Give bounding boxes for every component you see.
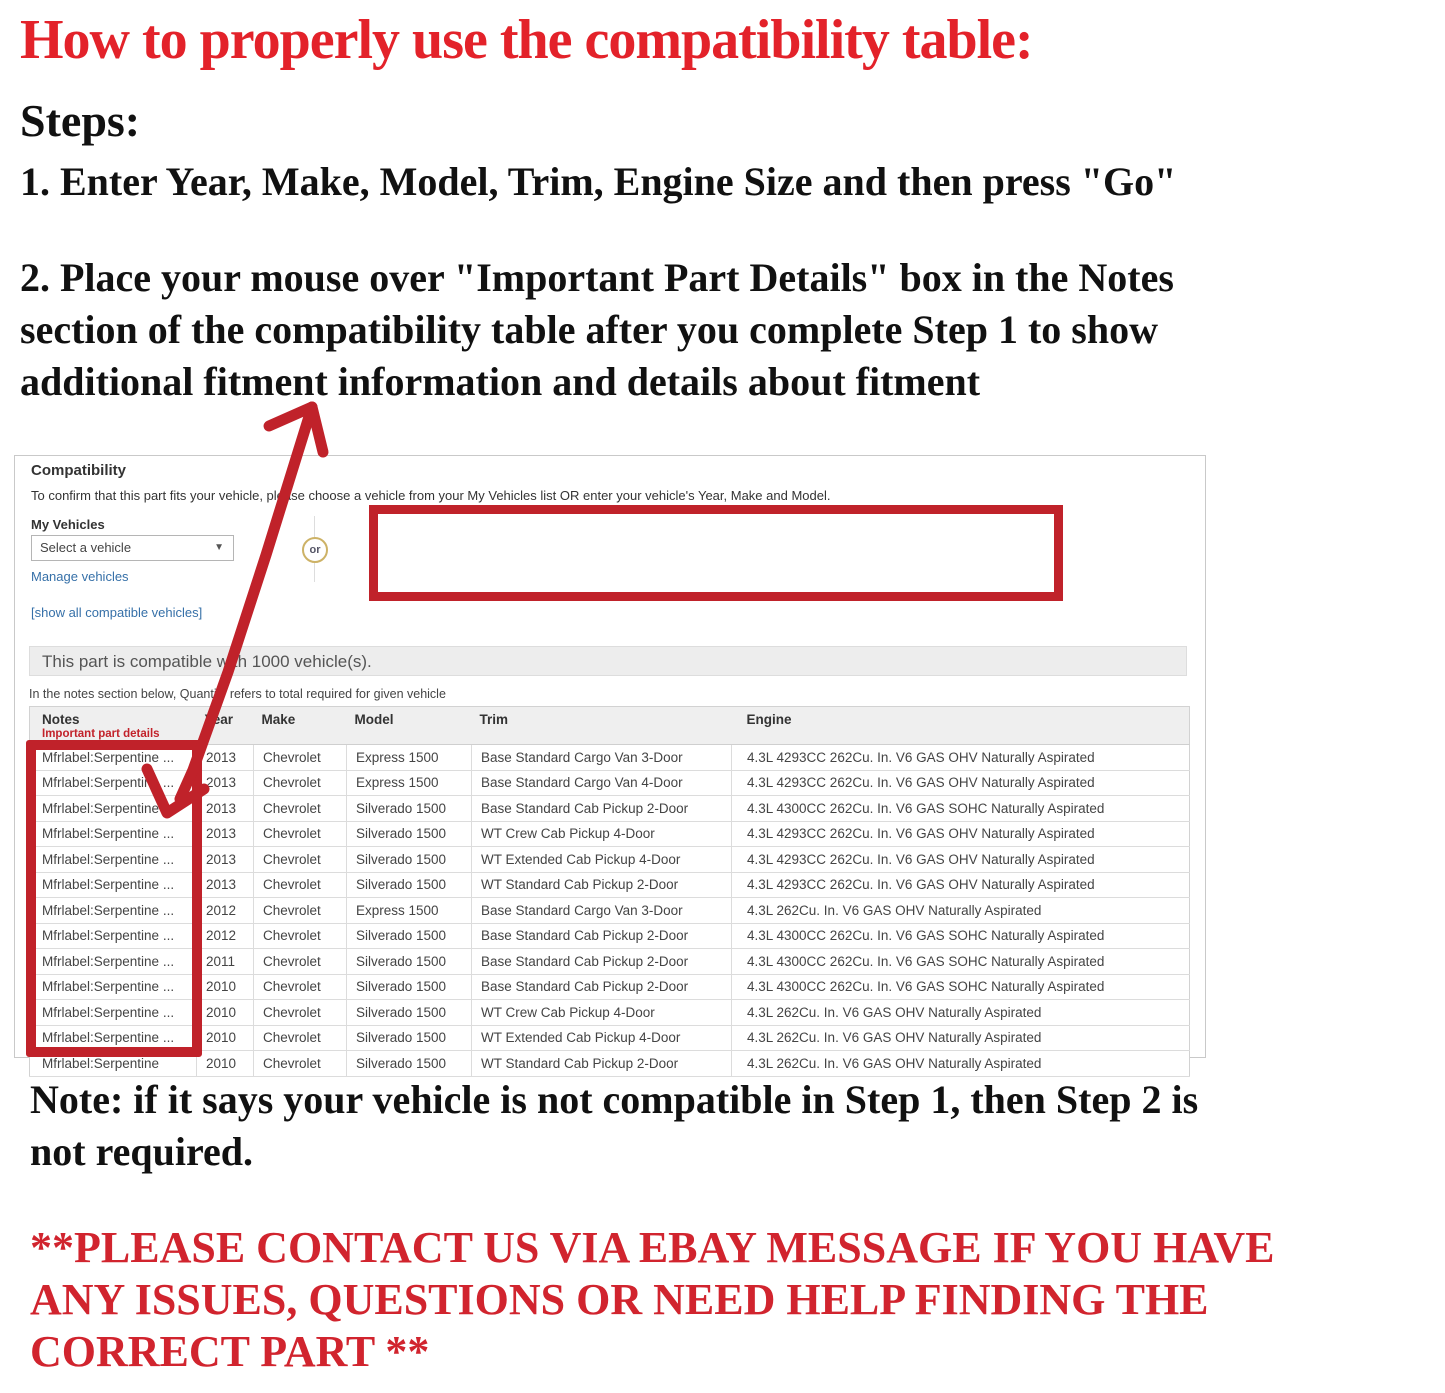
table-row xyxy=(30,898,1190,924)
cell-engine: 4.3L 262Cu. In. V6 GAS OHV Naturally Aspirated xyxy=(732,898,1190,924)
cell-notes[interactable]: Mfrlabel:Serpentine xyxy=(30,1051,197,1077)
cell-notes[interactable]: Mfrlabel:Serpentine ... xyxy=(30,745,197,771)
cell-year: 2013 xyxy=(197,847,254,873)
compatibility-panel xyxy=(14,455,1206,1071)
table-row xyxy=(30,1051,1190,1077)
my-vehicles-label: My Vehicles xyxy=(31,517,105,532)
finder-highlight-red-box xyxy=(369,505,1063,601)
cell-engine: 4.3L 262Cu. In. V6 GAS OHV Naturally Aspirated xyxy=(732,1051,1190,1077)
cell-trim: WT Standard Cab Pickup 2-Door xyxy=(472,872,732,898)
cell-notes[interactable]: Mfrlabel:Serpentine ... xyxy=(30,796,197,822)
table-row xyxy=(30,745,1190,771)
cell-trim: WT Extended Cab Pickup 4-Door xyxy=(472,847,732,873)
cell-trim: WT Standard Cab Pickup 2-Door xyxy=(472,1051,732,1077)
cell-make: Chevrolet xyxy=(254,770,347,796)
table-row xyxy=(30,847,1190,873)
cell-make: Chevrolet xyxy=(254,745,347,771)
cell-year: 2013 xyxy=(197,770,254,796)
cell-engine: 4.3L 4293CC 262Cu. In. V6 GAS OHV Naturally Aspirated xyxy=(732,872,1190,898)
bottom-note-text xyxy=(30,1074,1198,1178)
or-badge: or xyxy=(302,537,328,563)
contact-line-3: CORRECT PART ** xyxy=(30,1327,430,1376)
fitment-table xyxy=(29,706,1190,1077)
table-row xyxy=(30,923,1190,949)
cell-model: Silverado 1500 xyxy=(347,821,472,847)
cell-year: 2013 xyxy=(197,796,254,822)
cell-notes[interactable]: Mfrlabel:Serpentine ... xyxy=(30,974,197,1000)
table-row xyxy=(30,770,1190,796)
table-row xyxy=(30,1025,1190,1051)
cell-make: Chevrolet xyxy=(254,1025,347,1051)
cell-make: Chevrolet xyxy=(254,1051,347,1077)
cell-model: Silverado 1500 xyxy=(347,796,472,822)
cell-model: Silverado 1500 xyxy=(347,974,472,1000)
cell-engine: 4.3L 262Cu. In. V6 GAS OHV Naturally Aspirated xyxy=(732,1000,1190,1026)
fitment-table-header xyxy=(30,707,1190,745)
note-line-1: Note: if it says your vehicle is not compatible in Step 1, then Step 2 is xyxy=(30,1077,1199,1122)
cell-engine: 4.3L 4293CC 262Cu. In. V6 GAS OHV Naturally Aspirated xyxy=(732,821,1190,847)
cell-notes[interactable]: Mfrlabel:Serpentine ... xyxy=(30,770,197,796)
cell-year: 2011 xyxy=(197,949,254,975)
cell-year: 2010 xyxy=(197,1051,254,1077)
step-2-line-3: additional fitment information and details about fitment xyxy=(20,359,981,404)
column-header-make: Make xyxy=(254,707,347,745)
cell-model: Express 1500 xyxy=(347,745,472,771)
contact-line-1: **PLEASE CONTACT US VIA EBAY MESSAGE IF YOU HAVE xyxy=(30,1223,1275,1272)
cell-year: 2010 xyxy=(197,1000,254,1026)
table-row xyxy=(30,949,1190,975)
table-row xyxy=(30,872,1190,898)
cell-model: Silverado 1500 xyxy=(347,1051,472,1077)
cell-year: 2013 xyxy=(197,821,254,847)
cell-year: 2012 xyxy=(197,923,254,949)
vehicle-select-dropdown[interactable] xyxy=(31,535,234,561)
cell-make: Chevrolet xyxy=(254,847,347,873)
vehicle-select-value: Select a vehicle xyxy=(40,540,132,555)
note-line-2: not required. xyxy=(30,1129,253,1174)
cell-model: Silverado 1500 xyxy=(347,923,472,949)
cell-trim: Base Standard Cargo Van 3-Door xyxy=(472,745,732,771)
column-header-trim: Trim xyxy=(472,707,732,745)
contact-line-2: ANY ISSUES, QUESTIONS OR NEED HELP FINDING THE xyxy=(30,1275,1209,1324)
cell-engine: 4.3L 4293CC 262Cu. In. V6 GAS OHV Naturally Aspirated xyxy=(732,770,1190,796)
cell-year: 2013 xyxy=(197,872,254,898)
cell-notes[interactable]: Mfrlabel:Serpentine ... xyxy=(30,949,197,975)
table-row xyxy=(30,974,1190,1000)
table-row xyxy=(30,821,1190,847)
notes-header-label: Notes xyxy=(42,712,80,727)
cell-notes[interactable]: Mfrlabel:Serpentine ... xyxy=(30,872,197,898)
cell-trim: WT Extended Cab Pickup 4-Door xyxy=(472,1025,732,1051)
cell-model: Silverado 1500 xyxy=(347,949,472,975)
cell-make: Chevrolet xyxy=(254,821,347,847)
column-header-engine: Engine xyxy=(732,707,1190,745)
column-header-model: Model xyxy=(347,707,472,745)
cell-engine: 4.3L 4293CC 262Cu. In. V6 GAS OHV Naturally Aspirated xyxy=(732,847,1190,873)
cell-engine: 4.3L 4300CC 262Cu. In. V6 GAS SOHC Naturally Aspirated xyxy=(732,923,1190,949)
caret-down-icon: ▼ xyxy=(214,542,224,553)
cell-notes[interactable]: Mfrlabel:Serpentine ... xyxy=(30,923,197,949)
step-2-line-1: 2. Place your mouse over "Important Part Details" box in the Notes xyxy=(20,255,1174,300)
step-2-line-2: section of the compatibility table after you complete Step 1 to show xyxy=(20,307,1159,352)
cell-make: Chevrolet xyxy=(254,796,347,822)
notes-hint-text: In the notes section below, Quantity refers to total required for given vehicle xyxy=(29,687,446,701)
fitment-table-container xyxy=(29,706,1189,1077)
cell-model: Silverado 1500 xyxy=(347,1000,472,1026)
manage-vehicles-link[interactable]: Manage vehicles xyxy=(31,569,129,584)
contact-us-text xyxy=(30,1222,1275,1378)
compatibility-title: Compatibility xyxy=(31,462,127,479)
cell-engine: 4.3L 4300CC 262Cu. In. V6 GAS SOHC Naturally Aspirated xyxy=(732,974,1190,1000)
cell-model: Express 1500 xyxy=(347,898,472,924)
cell-year: 2010 xyxy=(197,974,254,1000)
cell-notes[interactable]: Mfrlabel:Serpentine ... xyxy=(30,1025,197,1051)
cell-engine: 4.3L 4293CC 262Cu. In. V6 GAS OHV Naturally Aspirated xyxy=(732,745,1190,771)
step-2-text xyxy=(20,252,1174,408)
cell-make: Chevrolet xyxy=(254,898,347,924)
cell-trim: Base Standard Cargo Van 4-Door xyxy=(472,770,732,796)
cell-year: 2013 xyxy=(197,745,254,771)
fitment-table-body xyxy=(30,745,1190,1077)
show-all-compatible-vehicles-link[interactable]: [show all compatible vehicles] xyxy=(31,605,203,620)
cell-trim: Base Standard Cargo Van 3-Door xyxy=(472,898,732,924)
column-header-notes xyxy=(30,707,197,745)
cell-engine: 4.3L 4300CC 262Cu. In. V6 GAS SOHC Naturally Aspirated xyxy=(732,949,1190,975)
cell-trim: WT Crew Cab Pickup 4-Door xyxy=(472,821,732,847)
table-row xyxy=(30,1000,1190,1026)
cell-trim: Base Standard Cab Pickup 2-Door xyxy=(472,949,732,975)
cell-model: Express 1500 xyxy=(347,770,472,796)
compatibility-description: To confirm that this part fits your vehicle, please choose a vehicle from your My Vehicles list OR enter your vehicle's Year, Make and Model. xyxy=(31,488,831,503)
cell-make: Chevrolet xyxy=(254,949,347,975)
cell-engine: 4.3L 4300CC 262Cu. In. V6 GAS SOHC Naturally Aspirated xyxy=(732,796,1190,822)
page-title: How to properly use the compatibility table: xyxy=(20,9,1033,71)
cell-model: Silverado 1500 xyxy=(347,872,472,898)
cell-notes[interactable]: Mfrlabel:Serpentine ... xyxy=(30,898,197,924)
cell-model: Silverado 1500 xyxy=(347,1025,472,1051)
cell-year: 2012 xyxy=(197,898,254,924)
cell-notes[interactable]: Mfrlabel:Serpentine ... xyxy=(30,847,197,873)
cell-make: Chevrolet xyxy=(254,974,347,1000)
table-row xyxy=(30,796,1190,822)
cell-engine: 4.3L 262Cu. In. V6 GAS OHV Naturally Aspirated xyxy=(732,1025,1190,1051)
cell-trim: Base Standard Cab Pickup 2-Door xyxy=(472,796,732,822)
step-1-text: 1. Enter Year, Make, Model, Trim, Engine Size and then press "Go" xyxy=(20,159,1177,204)
cell-trim: WT Crew Cab Pickup 4-Door xyxy=(472,1000,732,1026)
column-header-year: Year xyxy=(197,707,254,745)
steps-heading: Steps: xyxy=(20,95,141,146)
cell-model: Silverado 1500 xyxy=(347,847,472,873)
cell-make: Chevrolet xyxy=(254,872,347,898)
cell-year: 2010 xyxy=(197,1025,254,1051)
cell-trim: Base Standard Cab Pickup 2-Door xyxy=(472,974,732,1000)
arrow-head-top xyxy=(269,407,323,452)
cell-make: Chevrolet xyxy=(254,1000,347,1026)
compatible-count-bar: This part is compatible with 1000 vehicle(s). xyxy=(29,646,1187,676)
cell-notes[interactable]: Mfrlabel:Serpentine ... xyxy=(30,821,197,847)
cell-make: Chevrolet xyxy=(254,923,347,949)
important-part-details-label[interactable]: Important part details xyxy=(42,728,160,740)
cell-trim: Base Standard Cab Pickup 2-Door xyxy=(472,923,732,949)
cell-notes[interactable]: Mfrlabel:Serpentine ... xyxy=(30,1000,197,1026)
